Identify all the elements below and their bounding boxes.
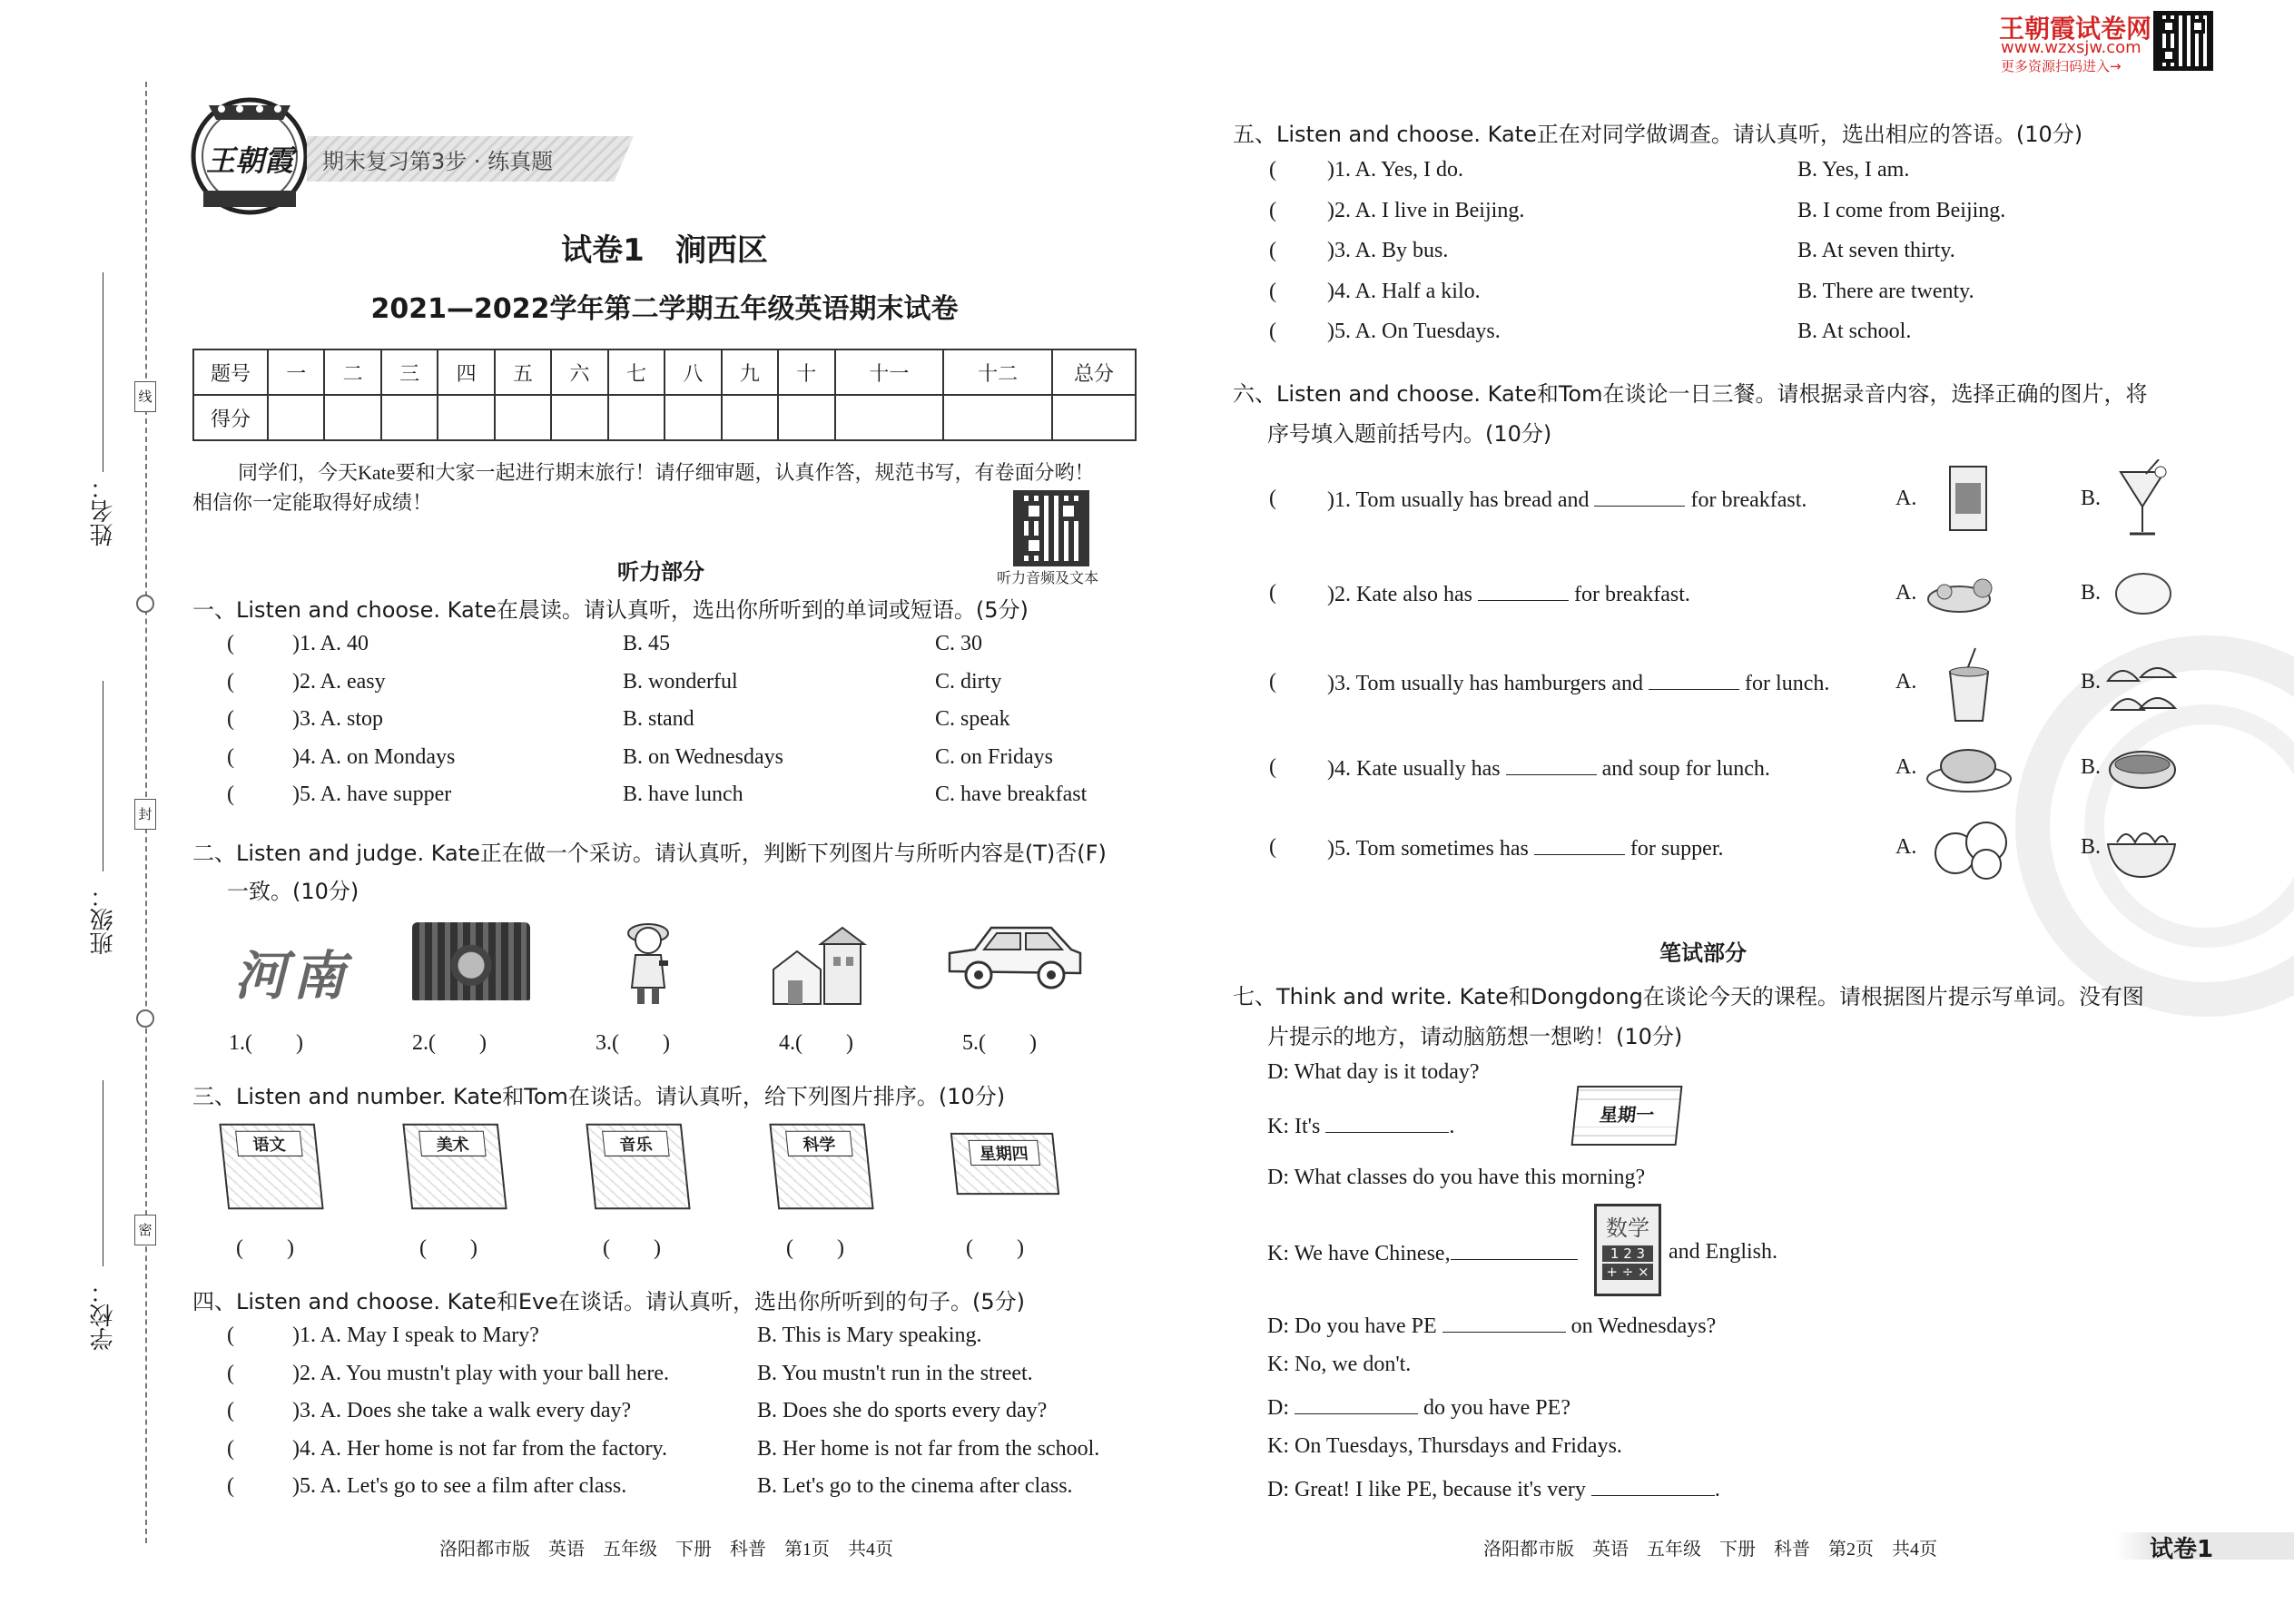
score-cell[interactable] [1052, 395, 1136, 440]
watermark-qr-code[interactable] [2153, 11, 2213, 71]
section-5-heading: 五、Listen and choose. Kate正在对同学做调查。请认真听，选出相应的答语。(10分) [1233, 122, 2083, 147]
option-a: )2. A. You mustn't play with your ball here. [292, 1361, 669, 1385]
name-field[interactable]: 姓名： [86, 272, 123, 545]
noodle-bowl-image [2104, 817, 2179, 882]
dialog-line-8: K: On Tuesdays, Thursdays and Fridays. [1267, 1434, 1622, 1458]
option-b: B. There are twenty. [1797, 279, 1974, 303]
option-a-label: A. [1895, 581, 1917, 605]
answer-blank[interactable] [1478, 581, 1569, 601]
answer-paren[interactable]: ( [227, 707, 234, 731]
dialog-line-3: D: What classes do you have this morning? [1267, 1166, 1646, 1189]
school-field[interactable]: 学校： [86, 1080, 123, 1353]
subject-book-label: 语文 [235, 1131, 302, 1156]
sentence [1327, 670, 1829, 696]
answer-blank[interactable] [1325, 1113, 1449, 1133]
subject-book-image [219, 1124, 323, 1210]
option-a: )5. A. Let's go to see a film after class. [292, 1474, 627, 1498]
intro-line-1: 同学们，今天Kate要和大家一起进行期末旅行！请仔细审题，认真作答，规范书写，有卷面分哟！ [238, 461, 1095, 484]
class-field[interactable]: 班级： [86, 681, 123, 953]
option-a: )3. A. By bus. [1327, 239, 1449, 262]
vegetables-image [1923, 568, 2010, 619]
option-b-label: B. [2081, 487, 2102, 510]
sentence [1327, 581, 1690, 607]
binding-seal-mark: 封 [134, 799, 156, 830]
order-paren[interactable]: ( ) [966, 1236, 1024, 1260]
sentence-end: for lunch. [1745, 672, 1830, 695]
sentence [1327, 755, 1770, 782]
score-table [192, 349, 1137, 441]
subject-book-image [950, 1133, 1059, 1195]
sentence [1327, 835, 1724, 861]
sentence-start: )2. Kate also has [1327, 583, 1472, 606]
score-cell[interactable] [778, 395, 834, 440]
option-c: C. dirty [935, 669, 1002, 694]
dialog-line-4: K: We have Chinese, [1267, 1240, 1578, 1266]
option-b: B. Does she do sports every day? [757, 1399, 1048, 1422]
option-b: B. This is Mary speaking. [757, 1324, 982, 1347]
dumplings-image [2104, 655, 2179, 719]
judge-label-2[interactable]: 2.( ) [412, 1031, 487, 1055]
subject-book-image [402, 1124, 507, 1210]
score-cell[interactable] [943, 395, 1052, 440]
subject-book-label: 美术 [418, 1131, 486, 1156]
option-a: )5. A. On Tuesdays. [1327, 320, 1501, 343]
answer-paren[interactable]: ( [227, 782, 234, 806]
sentence-start: )3. Tom usually has hamburgers and [1327, 672, 1644, 695]
option-c: C. on Fridays [935, 744, 1054, 769]
calendar-monday-image: 星期一 [1571, 1086, 1683, 1146]
answer-blank[interactable] [1591, 1476, 1715, 1496]
score-cell[interactable] [835, 395, 944, 440]
score-cell[interactable] [551, 395, 607, 440]
order-paren[interactable]: ( ) [603, 1236, 661, 1260]
score-cell[interactable] [438, 395, 494, 440]
answer-blank[interactable] [1649, 670, 1739, 690]
footer-right: 洛阳都市版 英语 五年级 下册 科普 第2页 共4页 [1483, 1540, 1937, 1560]
option-b: B. You mustn't run in the street. [757, 1361, 1033, 1385]
option-b-label: B. [2081, 755, 2102, 779]
section-2-heading-1: 二、Listen and judge. Kate正在做一个采访。请认真听，判断下列图片与所听内容是(T)否(F) [192, 841, 1107, 866]
dialog-line-1: D: What day is it today? [1267, 1060, 1480, 1084]
writing-section-title: 笔试部分 [1659, 940, 1747, 966]
dialog-line-7: D: do you have PE? [1267, 1396, 1570, 1420]
answer-paren[interactable]: ( [1269, 581, 1276, 605]
order-paren[interactable]: ( ) [236, 1236, 294, 1260]
option-a: )1. A. 40 [292, 632, 369, 655]
option-b-label: B. [2081, 581, 2102, 605]
option-b: B. stand [623, 707, 694, 731]
score-cell[interactable] [495, 395, 551, 440]
answer-paren[interactable]: ( [227, 1436, 234, 1461]
score-table-score-row: 得分 [193, 395, 1136, 440]
binding-line-mark: 线 [134, 381, 156, 412]
dialog-line-9: D: Great! I like PE, because it's very . [1267, 1478, 1720, 1501]
cola-cup-image [1939, 646, 1999, 724]
answer-paren[interactable]: ( [227, 669, 234, 694]
sentence-end: for supper. [1629, 837, 1724, 861]
option-b: B. Her home is not far from the school. [757, 1436, 1100, 1461]
subject-book-image [769, 1124, 873, 1210]
reporter-girl-image [621, 915, 675, 1006]
binding-dot-2 [136, 1009, 154, 1028]
score-cell[interactable] [268, 395, 324, 440]
car-image [944, 922, 1086, 991]
option-a: )5. A. have supper [292, 782, 452, 806]
palace-building-image [770, 924, 877, 1006]
answer-paren[interactable]: ( [1269, 755, 1276, 779]
sentence-start: )5. Tom sometimes has [1327, 837, 1529, 861]
answer-paren[interactable]: ( [1269, 158, 1276, 182]
section-1-heading: 一、Listen and choose. Kate在晨读。请认真听，选出你所听到的单词或短语。(5分) [192, 597, 1029, 623]
score-table-header-row: 题号 一 二 三 四 五 六 七 八 九 十 十一 十二 总分 [193, 349, 1136, 395]
judge-label-1[interactable]: 1.( ) [229, 1031, 303, 1055]
answer-paren[interactable]: ( [1269, 835, 1276, 859]
option-b: B. have lunch [623, 782, 743, 806]
option-a-label: A. [1895, 755, 1917, 779]
option-a-label: A. [1895, 670, 1917, 694]
option-b: B. Let's go to the cinema after class. [757, 1474, 1073, 1498]
paper-title: 试卷1 涧西区 [561, 232, 768, 269]
section-7-heading-1: 七、Think and write. Kate和Dongdong在谈论今天的课程。请根据图片提示写单词。没有图 [1233, 984, 2144, 1009]
step-banner-text: 期末复习第3步 · 练真题 [322, 149, 554, 174]
answer-paren[interactable]: ( [1269, 239, 1276, 262]
option-b: B. on Wednesdays [623, 744, 783, 769]
option-a-label: A. [1895, 835, 1917, 859]
answer-paren[interactable]: ( [1269, 670, 1276, 694]
answer-blank[interactable] [1295, 1394, 1418, 1414]
answer-blank[interactable] [1442, 1313, 1566, 1333]
henan-calligraphy-image: 河南 [234, 947, 351, 1006]
listening-section-title: 听力部分 [617, 559, 704, 585]
subject-book-label: 音乐 [602, 1131, 669, 1156]
sentence-start: )1. Tom usually has bread and [1327, 488, 1590, 512]
binding-dot-1 [136, 595, 154, 613]
sentence-end: for breakfast. [1573, 583, 1690, 606]
option-a: )4. A. Her home is not far from the factory. [292, 1436, 667, 1461]
option-b: B. Yes, I am. [1797, 158, 1910, 182]
option-a: )3. A. Does she take a walk every day? [292, 1399, 632, 1422]
dialog-line-4-end: and English. [1669, 1240, 1777, 1264]
option-a: )4. A. Half a kilo. [1327, 279, 1481, 303]
section-2-heading-2: 一致。(10分) [227, 879, 359, 904]
intro-line-2: 相信你一定能取得好成绩！ [192, 491, 433, 514]
option-b: B. wonderful [623, 669, 738, 694]
section-3-heading: 三、Listen and number. Kate和Tom在谈话。请认真听，给下列图片排序。(10分) [192, 1084, 1006, 1109]
option-b-label: B. [2081, 835, 2102, 859]
sentence [1327, 487, 1807, 513]
option-c: C. speak [935, 707, 1010, 731]
option-a: )3. A. stop [292, 707, 384, 731]
page-tag: 试卷1 [2150, 1536, 2214, 1563]
answer-paren[interactable]: ( [227, 1399, 234, 1422]
footer-left: 洛阳都市版 英语 五年级 下册 科普 第1页 共4页 [439, 1540, 893, 1560]
judge-label-4[interactable]: 4.( ) [779, 1031, 853, 1055]
dialog-line-2: K: It's . [1267, 1115, 1455, 1138]
answer-paren[interactable]: ( [227, 1324, 234, 1347]
answer-paren[interactable]: ( [1269, 198, 1276, 222]
answer-paren[interactable]: ( [227, 632, 234, 655]
judge-label-5[interactable]: 5.( ) [962, 1031, 1037, 1055]
answer-blank[interactable] [1451, 1240, 1578, 1260]
order-paren[interactable]: ( ) [786, 1236, 844, 1260]
answer-paren[interactable]: ( [227, 744, 234, 769]
math-book-image: 数学 1 2 3 + ÷ × [1594, 1204, 1661, 1296]
option-b: B. I come from Beijing. [1797, 198, 2006, 222]
sentence-start: )4. Kate usually has [1327, 757, 1501, 781]
option-b-label: B. [2081, 670, 2102, 694]
option-a: )2. A. I live in Beijing. [1327, 198, 1525, 222]
score-cell[interactable] [722, 395, 778, 440]
bread-rolls-image [1932, 817, 2013, 882]
order-paren[interactable]: ( ) [419, 1236, 478, 1260]
option-a: )4. A. on Mondays [292, 744, 456, 769]
watermark-url: www.wzxsjw.com [2001, 38, 2141, 57]
sentence-end: for breakfast. [1690, 488, 1807, 512]
section-4-heading: 四、Listen and choose. Kate和Eve在谈话。请认真听，选出你所听到的句子。(5分) [192, 1289, 1025, 1314]
egg-image [2113, 570, 2173, 617]
option-c: C. 30 [935, 632, 983, 655]
qr-caption: 听力音频及文本 [997, 571, 1099, 586]
binding-secret-mark: 密 [134, 1215, 156, 1245]
score-cell[interactable] [381, 395, 438, 440]
score-cell[interactable] [665, 395, 721, 440]
dialog-line-6: K: No, we don't. [1267, 1353, 1412, 1376]
option-b: B. 45 [623, 632, 671, 655]
subject-book-label: 星期四 [968, 1140, 1040, 1166]
answer-blank[interactable] [1594, 487, 1685, 507]
dialog-line-5: D: Do you have PE on Wednesdays? [1267, 1314, 1717, 1338]
section-6-heading-2: 序号填入题前括号内。(10分) [1267, 421, 1552, 447]
option-c: C. have breakfast [935, 782, 1088, 806]
brand-badge-logo: 王朝霞 [185, 93, 314, 218]
answer-paren[interactable]: ( [1269, 279, 1276, 303]
answer-blank[interactable] [1534, 835, 1625, 855]
hot-dog-image [2106, 733, 2179, 797]
section-7-heading-2: 片提示的地方，请动脑筋想一想哟！(10分) [1267, 1024, 1683, 1049]
answer-paren[interactable]: ( [1269, 487, 1276, 510]
option-b: B. At seven thirty. [1797, 239, 1955, 262]
score-cell[interactable] [324, 395, 380, 440]
section-6-heading-1: 六、Listen and choose. Kate和Tom在谈论一日三餐。请根据录音内容，选择正确的图片，将 [1233, 381, 2148, 407]
subject-book-image [586, 1124, 690, 1210]
subject-book-label: 科学 [785, 1131, 852, 1156]
milk-carton-image [1941, 463, 1995, 532]
answer-paren[interactable]: ( [227, 1474, 234, 1498]
option-a: )1. A. Yes, I do. [1327, 158, 1464, 182]
option-b: B. At school. [1797, 320, 1912, 343]
option-a: )2. A. easy [292, 669, 386, 694]
score-cell[interactable] [608, 395, 665, 440]
watermark-title: 王朝霞试卷网 [1999, 14, 2152, 44]
watermark-scan: 更多资源扫码进入→ [2001, 58, 2122, 74]
answer-paren[interactable]: ( [1269, 320, 1276, 343]
sentence-end: and soup for lunch. [1601, 757, 1770, 781]
judge-label-3[interactable]: 3.( ) [596, 1031, 670, 1055]
answer-blank[interactable] [1506, 755, 1597, 775]
answer-paren[interactable]: ( [227, 1361, 234, 1385]
option-a: )1. A. May I speak to Mary? [292, 1324, 539, 1347]
paper-subtitle: 2021—2022学年第二学期五年级英语期末试卷 [370, 293, 959, 325]
juice-glass-image [2115, 459, 2170, 541]
audio-qr-code[interactable] [1013, 490, 1089, 566]
option-a-label: A. [1895, 487, 1917, 510]
roast-chicken-image [1925, 743, 2013, 795]
grottoes-photo-image [412, 922, 530, 1000]
